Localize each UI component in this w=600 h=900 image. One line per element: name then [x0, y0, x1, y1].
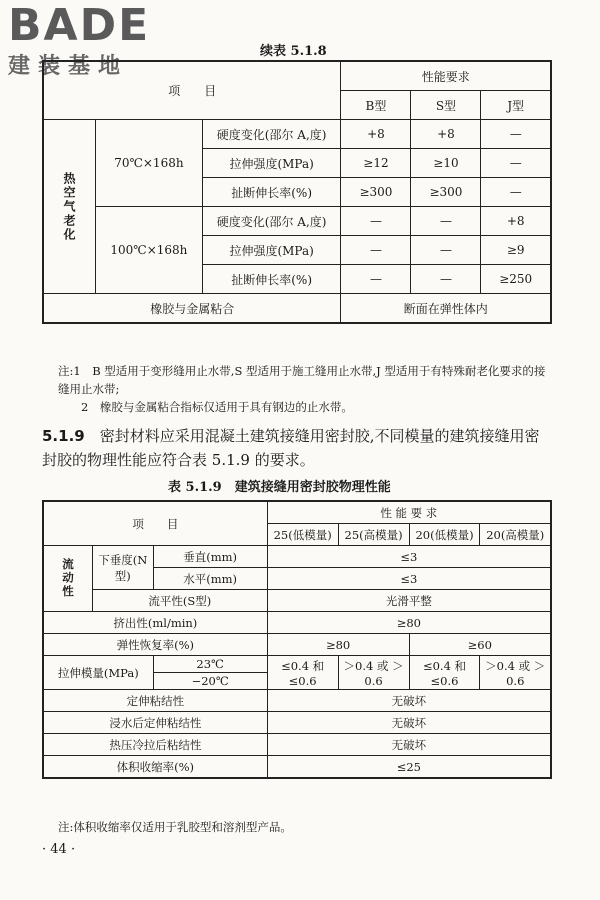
modulus-value: ≤0.4 和 ≤0.6 [267, 656, 338, 690]
sag-label: 下垂度(N型) [93, 546, 154, 590]
horizontal-label: 水平(mm) [153, 568, 267, 590]
recovery-value-20: ≥60 [409, 634, 551, 656]
grade: 20(高模量) [480, 524, 551, 546]
table1-notes [58, 362, 548, 416]
logo-main: BADE [8, 0, 151, 51]
temp-23: 23℃ [153, 656, 267, 673]
extrude-value: ≥80 [267, 612, 551, 634]
row-val: — [411, 265, 481, 294]
row-prop: 拉伸强度(MPa) [202, 236, 341, 265]
row-prop: 硬度变化(邵尔 A,度) [202, 207, 341, 236]
row-val: ≥9 [481, 236, 551, 265]
row-prop: 拉伸强度(MPa) [202, 149, 341, 178]
row-val: — [341, 236, 411, 265]
row-val: — [481, 178, 551, 207]
modulus-value: ≤0.4 和 ≤0.6 [409, 656, 480, 690]
condition-70: 70℃×168h [96, 120, 203, 207]
water-value: 无破坏 [267, 712, 551, 734]
adhesion-value: 断面在弹性体内 [341, 294, 551, 324]
shrink-label: 体积收缩率(%) [43, 756, 267, 779]
item-header: 项 目 [43, 61, 341, 120]
clause-number: 5.1.9 [42, 427, 85, 445]
adhesion-value: 无破坏 [267, 690, 551, 712]
perf-header: 性能要求 [341, 61, 551, 91]
adhesion-label: 橡胶与金属粘合 [43, 294, 341, 324]
row-val: ≥300 [341, 178, 411, 207]
type-j: J型 [481, 91, 551, 120]
row-val: ≥250 [481, 265, 551, 294]
table-5-1-9 [42, 500, 552, 779]
table2-note: 注:体积收缩率仅适用于乳胶型和溶剂型产品。 [58, 820, 292, 834]
row-val: +8 [411, 120, 481, 149]
row-val: +8 [481, 207, 551, 236]
note-1: 注:1 B 型适用于变形缝用止水带,S 型适用于施工缝用止水带,J 型适用于有特殊耐老化要求的接缝用止水带; [58, 364, 546, 396]
condition-100: 100℃×168h [96, 207, 203, 294]
table2-title: 表 5.1.9 建筑接缝用密封胶物理性能 [168, 480, 391, 495]
horizontal-value: ≤3 [267, 568, 551, 590]
clause-text: 密封材料应采用混凝土建筑接缝用密封胶,不同模量的建筑接缝用密封胶的物理性能应符合表 5.1.9 的要求。 [42, 427, 540, 469]
vertical-label: 垂直(mm) [153, 546, 267, 568]
row-val: ≥300 [411, 178, 481, 207]
row-val: ≥10 [411, 149, 481, 178]
level-value: 光滑平整 [267, 590, 551, 612]
row-prop: 扯断伸长率(%) [202, 265, 341, 294]
adhesion-label: 定伸粘结性 [43, 690, 267, 712]
row-val: — [481, 149, 551, 178]
note-2: 2 橡胶与金属粘合指标仅适用于具有钢边的止水带。 [58, 400, 353, 414]
logo-sub: 建装基地 [8, 54, 129, 79]
grade: 25(低模量) [267, 524, 338, 546]
level-label: 流平性(S型) [93, 590, 268, 612]
extrude-label: 挤出性(ml/min) [43, 612, 267, 634]
group-label: 热空气老化 [43, 120, 96, 294]
modulus-value: ＞0.4 或 ＞0.6 [338, 656, 409, 690]
clause-5-1-9 [42, 424, 554, 472]
row-prop: 硬度变化(邵尔 A,度) [202, 120, 341, 149]
flow-label: 流动性 [43, 546, 93, 612]
row-val: — [481, 120, 551, 149]
table-5-1-8-continued [42, 60, 552, 324]
type-s: S型 [411, 91, 481, 120]
t2-item-header: 项 目 [43, 501, 267, 546]
row-val: — [341, 207, 411, 236]
grade: 25(高模量) [338, 524, 409, 546]
temp-minus20: −20℃ [153, 673, 267, 690]
table1-title: 续表 5.1.8 [260, 44, 327, 59]
water-label: 浸水后定伸粘结性 [43, 712, 267, 734]
row-val: +8 [341, 120, 411, 149]
row-val: ≥12 [341, 149, 411, 178]
grade: 20(低模量) [409, 524, 480, 546]
modulus-value: ＞0.4 或 ＞0.6 [480, 656, 551, 690]
hotcold-value: 无破坏 [267, 734, 551, 756]
recovery-value-25: ≥80 [267, 634, 409, 656]
hotcold-label: 热压冷拉后粘结性 [43, 734, 267, 756]
row-val: — [411, 236, 481, 265]
row-val: — [341, 265, 411, 294]
row-val: — [411, 207, 481, 236]
type-b: B型 [341, 91, 411, 120]
shrink-value: ≤25 [267, 756, 551, 779]
modulus-label: 拉伸模量(MPa) [43, 656, 153, 690]
page-number: · 44 · [42, 842, 76, 857]
vertical-value: ≤3 [267, 546, 551, 568]
recovery-label: 弹性恢复率(%) [43, 634, 267, 656]
row-prop: 扯断伸长率(%) [202, 178, 341, 207]
t2-perf-header: 性 能 要 求 [267, 501, 551, 524]
